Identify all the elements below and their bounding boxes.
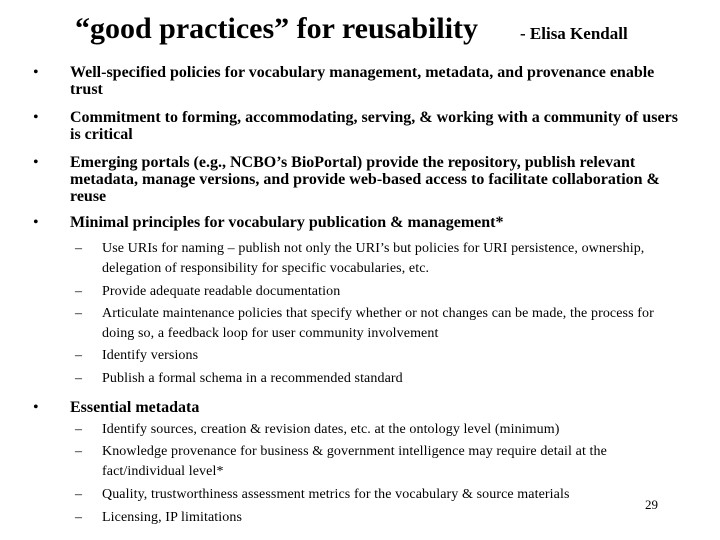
bullet-text: Emerging portals (e.g., NCBO’s BioPortal) provide the repository, publish relevant metadata, manage versions, and provide web-based access to facilitate collaboration & reuse [70,154,660,205]
bullet-dot: • [33,109,39,126]
sub-bullet-dash: – [75,487,82,502]
sub-bullet-text: Quality, trustworthiness assessment metrics for the vocabulary & source materials [102,487,570,502]
slide-title: “good practices” for reusability [75,12,479,45]
bullet-text: Well-specified policies for vocabulary management, metadata, and provenance enable trust [70,64,655,98]
sub-bullet-text: Articulate maintenance policies that specify whether or not changes can be made, the process for doing so, a feedback loop for user community involvement [102,306,654,341]
sub-bullet-dash: – [75,444,82,459]
sub-bullet-text: Licensing, IP limitations [102,510,243,525]
sub-bullet-dash: – [75,306,82,321]
sub-bullet-dash: – [75,284,82,299]
sub-bullet-dash: – [75,241,82,256]
slide-author: - Elisa Kendall [520,24,628,43]
sub-bullet-dash: – [75,422,82,437]
bullet-dot: • [33,399,39,416]
sub-bullet-dash: – [75,510,82,525]
sub-bullet-text: Publish a formal schema in a recommended standard [102,371,403,386]
bullet-dot: • [33,64,39,81]
bullet-text: Commitment to forming, accommodating, serving, & working with a community of users is critical [70,109,678,143]
sub-bullet-text: Identify versions [102,348,199,363]
sub-bullet-text: Knowledge provenance for business & government intelligence may require detail at the fact/individual level* [102,444,607,479]
bullet-text: Minimal principles for vocabulary publication & management* [70,214,504,231]
bullet-dot: • [33,154,39,171]
sub-bullet-dash: – [75,348,82,363]
sub-bullet-dash: – [75,371,82,386]
sub-bullet-text: Use URIs for naming – publish not only the URI’s but policies for URI persistence, ownership, delegation of responsibility for specific vocabularies, etc. [102,241,645,276]
bullet-text: Essential metadata [70,399,200,416]
page-number: 29 [645,497,658,512]
bullet-dot: • [33,214,39,231]
sub-bullet-text: Provide adequate readable documentation [102,284,341,299]
sub-bullet-text: Identify sources, creation & revision dates, etc. at the ontology level (minimum) [102,422,560,437]
